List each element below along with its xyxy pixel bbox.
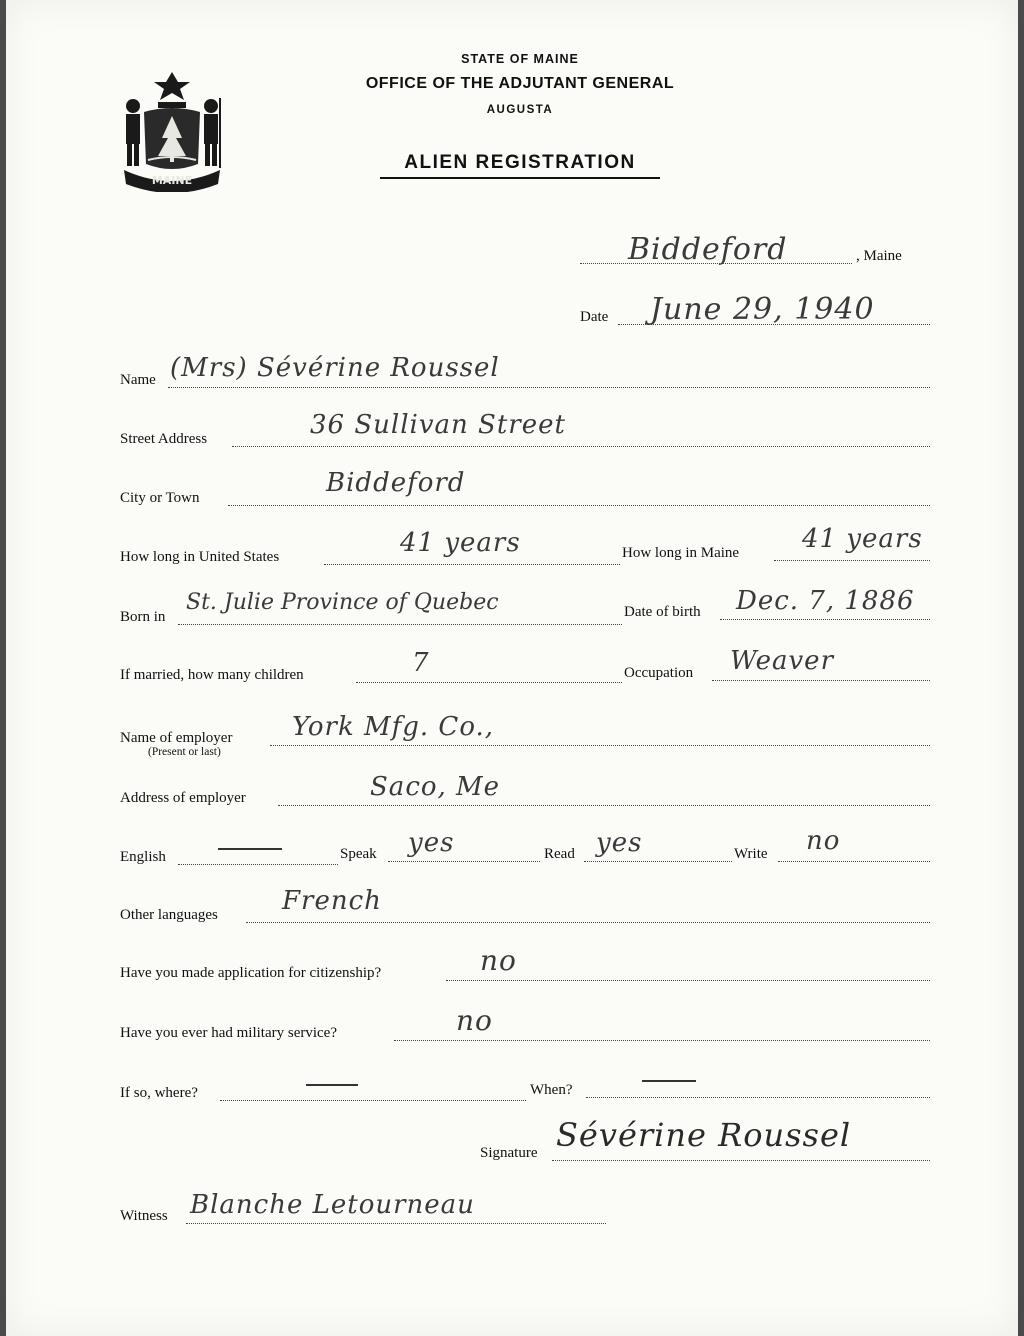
date-value: June 29, 1940	[650, 292, 875, 327]
name-line	[168, 387, 930, 388]
speak-label: Speak	[340, 846, 377, 862]
read-label: Read	[544, 846, 575, 862]
city-value: Biddeford	[326, 468, 466, 498]
date-of-birth-label: Date of birth	[624, 604, 701, 620]
occupation-line	[712, 680, 930, 681]
born-in-line	[178, 624, 622, 625]
english-line	[178, 864, 338, 865]
city-label: City or Town	[120, 490, 200, 506]
when-label: When?	[530, 1082, 573, 1098]
signature-label: Signature	[480, 1145, 538, 1161]
header-city: AUGUSTA	[486, 104, 554, 116]
header-office: OFFICE OF THE ADJUTANT GENERAL	[365, 75, 675, 92]
occupation-label: Occupation	[624, 665, 694, 681]
form-title: ALIEN REGISTRATION	[404, 152, 636, 173]
street-address-line	[232, 446, 930, 447]
date-of-birth-line	[720, 619, 930, 620]
witness-value: Blanche Letourneau	[190, 1190, 475, 1220]
citizenship-label: Have you made application for citizenship?	[120, 965, 382, 981]
employer-sublabel: (Present or last)	[148, 746, 221, 758]
where-label: If so, where?	[120, 1085, 198, 1101]
how-long-us-label: How long in United States	[120, 549, 280, 565]
occupation-value: Weaver	[730, 646, 834, 676]
witness-line	[186, 1223, 606, 1224]
english-dash	[218, 848, 282, 850]
citizenship-line	[446, 980, 930, 981]
registration-form	[6, 0, 1018, 1336]
signature-line	[552, 1160, 930, 1161]
other-languages-value: French	[282, 886, 382, 916]
military-line	[394, 1040, 930, 1041]
name-value: (Mrs) Sévérine Roussel	[170, 353, 500, 383]
children-value: 7	[412, 648, 430, 678]
employer-value: York Mfg. Co.,	[292, 712, 495, 742]
born-in-value: St. Julie Province of Quebec	[186, 590, 499, 615]
date-label: Date	[580, 309, 609, 325]
title-underline	[380, 177, 660, 179]
town-value: Biddeford	[628, 232, 788, 267]
state-seal-icon	[118, 68, 226, 192]
other-languages-label: Other languages	[120, 907, 218, 923]
citizenship-value: no	[480, 944, 517, 977]
employer-address-value: Saco, Me	[370, 772, 501, 802]
employer-label: Name of employer	[120, 730, 233, 746]
english-label: English	[120, 849, 166, 865]
how-long-maine-label: How long in Maine	[622, 545, 740, 561]
maine-suffix: , Maine	[856, 248, 902, 264]
read-value: yes	[596, 828, 643, 858]
how-long-maine-value: 41 years	[802, 524, 923, 554]
how-long-maine-line	[774, 560, 930, 561]
signature-value: Sévérine Roussel	[556, 1116, 852, 1154]
street-address-value: 36 Sullivan Street	[310, 410, 566, 440]
city-line	[228, 505, 930, 506]
write-label: Write	[734, 846, 768, 862]
write-line	[778, 861, 930, 862]
born-in-label: Born in	[120, 609, 166, 625]
employer-line	[270, 745, 930, 746]
speak-line	[388, 861, 540, 862]
seal-label: MAINE	[151, 174, 193, 187]
name-label: Name	[120, 372, 156, 388]
employer-address-label: Address of employer	[120, 790, 246, 806]
read-line	[584, 861, 732, 862]
employer-address-line	[278, 805, 930, 806]
when-dash	[642, 1080, 696, 1082]
write-value: no	[806, 826, 841, 856]
how-long-us-value: 41 years	[400, 528, 521, 558]
date-of-birth-value: Dec. 7, 1886	[736, 586, 915, 616]
street-address-label: Street Address	[120, 431, 208, 447]
speak-value: yes	[408, 828, 455, 858]
where-line	[220, 1100, 526, 1101]
header-state: STATE OF MAINE	[461, 52, 579, 66]
witness-label: Witness	[120, 1208, 168, 1224]
children-line	[356, 682, 622, 683]
military-label: Have you ever had military service?	[120, 1025, 337, 1041]
how-long-us-line	[324, 564, 620, 565]
when-line	[586, 1097, 930, 1098]
where-dash	[306, 1084, 358, 1086]
military-value: no	[456, 1004, 493, 1037]
other-languages-line	[246, 922, 930, 923]
children-label: If married, how many children	[120, 667, 304, 683]
